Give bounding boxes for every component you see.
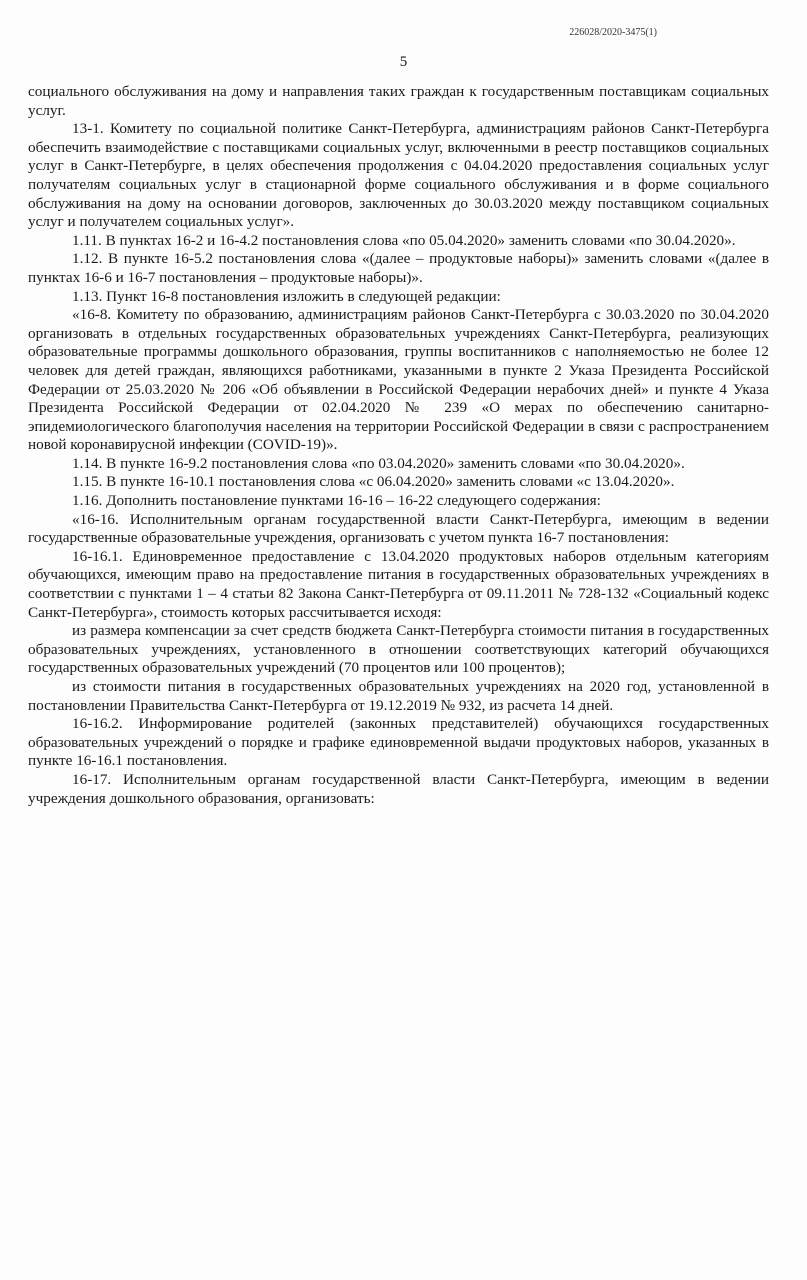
paragraph: «16-8. Комитету по образованию, администрациям районов Санкт-Петербурга с 30.03.2020 по 30.04.2020 организовать в отдельных государственных образовательных учреждениях Санкт-Петербурга, реализующих образовательные программы дошкольного образования, группы воспитанников с наполняемостью не более 12 человек для детей граждан, являющихся работниками, указанными в пункте 2 Указа Президента Российской Федерации от 25.03.2020 № 206 «Об объявлении в Российской Федерации нерабочих дней» и пункте 4 Указа Президента Российской Федерации от 02.04.2020 № 239 «О мерах по обеспечению санитарно-эпидемиологического благополучия населения на территории Российской Федерации в связи с распространением новой коронавирусной инфекции (COVID-19)». bbox=[28, 306, 769, 454]
paragraph: 16-16.1. Единовременное предоставление с 13.04.2020 продуктовых наборов отдельным категориям обучающихся, имеющим право на предоставление питания в государственных образовательных учреждениях в соответствии с пунктами 1 – 4 статьи 82 Закона Санкт-Петербурга от 09.11.2011 № 728-132 «Социальный кодекс Санкт-Петербурга», стоимость которых рассчитывается исходя: bbox=[28, 547, 769, 621]
paragraph: 1.11. В пунктах 16-2 и 16-4.2 постановления слова «по 05.04.2020» заменить словами «по 30.04.2020». bbox=[72, 231, 736, 249]
paragraph: из стоимости питания в государственных образовательных учреждениях на 2020 год, установленной в постановлении Правительства Санкт-Петербурга от 19.12.2019 № 932, из расчета 14 дней. bbox=[28, 678, 769, 714]
paragraph: социального обслуживания на дому и направления таких граждан к государственным поставщикам социальных услуг. bbox=[28, 83, 769, 119]
paragraph: 1.13. Пункт 16-8 постановления изложить в следующей редакции: bbox=[72, 287, 501, 305]
paragraph: «16-16. Исполнительным органам государственной власти Санкт-Петербурга, имеющим в ведении государственные образовательные учреждения, организовать с учетом пункта 16-7 постановления: bbox=[28, 510, 769, 547]
document-body bbox=[28, 83, 769, 808]
paragraph: 1.15. В пункте 16-10.1 постановления слова «с 06.04.2020» заменить словами «с 13.04.2020». bbox=[72, 473, 675, 491]
paragraph: из размера компенсации за счет средств бюджета Санкт-Петербурга стоимости питания в государственных образовательных учреждениях, установленного в отношении соответствующих категорий обучающихся государственных образовательных учреждений (70 процентов или 100 процентов); bbox=[28, 622, 769, 677]
paragraph: 1.16. Дополнить постановление пунктами 16-16 – 16-22 следующего содержания: bbox=[72, 492, 601, 510]
paragraph: 16-17. Исполнительным органам государственной власти Санкт-Петербурга, имеющим в ведении учреждения дошкольного образования, организовать: bbox=[28, 770, 769, 807]
paragraph: 1.14. В пункте 16-9.2 постановления слова «по 03.04.2020» заменить словами «по 30.04.2020». bbox=[72, 454, 685, 472]
paragraph: 16-16.2. Информирование родителей (законных представителей) обучающихся государственных образовательных учреждений о порядке и графике единовременной выдачи продуктовых наборов, указанных в пункте 16-16.1 постановления. bbox=[28, 715, 769, 770]
paragraph: 13-1. Комитету по социальной политике Санкт-Петербурга, администрациям районов Санкт-Петербурга обеспечить взаимодействие с поставщиками социальных услуг, включенными в реестр поставщиков социальных услуг в Санкт-Петербурге, в целях обеспечения продолжения с 04.04.2020 предоставления социальных услуг получателям социальных услуг в стационарной форме социального обслуживания и в форме социального обслуживания на дому на основании договоров, заключенных до 30.03.2020 между поставщиком социальных услуг и получателем социальных услуг». bbox=[28, 120, 769, 231]
paragraph: 1.12. В пункте 16-5.2 постановления слова «(далее – продуктовые наборы)» заменить словами «(далее в пунктах 16-6 и 16-7 постановления – продуктовые наборы)». bbox=[28, 250, 769, 286]
page-number: 5 bbox=[399, 54, 408, 70]
document-reference-number: 226028/2020-3475(1) bbox=[569, 27, 657, 38]
